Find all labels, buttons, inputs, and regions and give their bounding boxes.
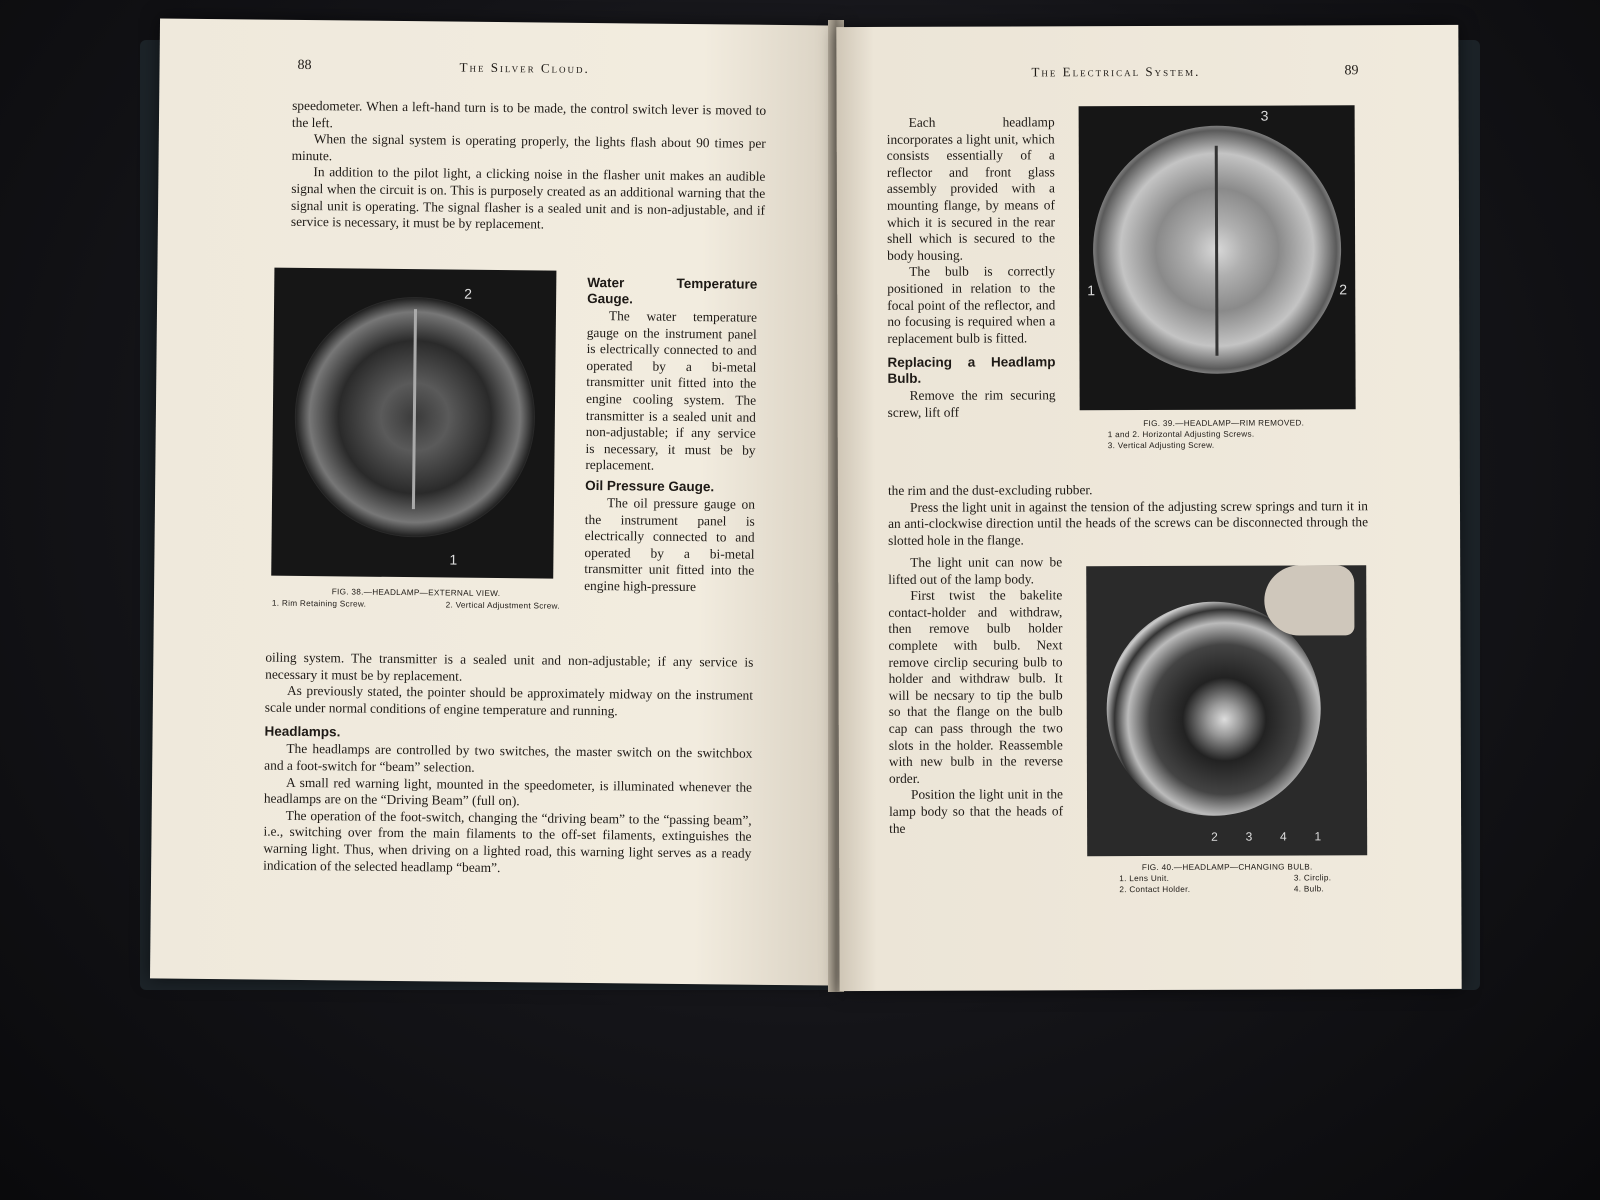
remove-rim-text-b: the rim and the dust-excluding rubber. bbox=[887, 482, 1093, 498]
oil-pressure-text-cont: oiling system. The transmitter is a sealed unit and non-adjustable; if any service is necessary it must be by replacement. bbox=[265, 649, 754, 684]
position-light-unit-text: Position the light unit in the lamp body so that the heads of the bbox=[889, 786, 1064, 836]
fig40-callout-1: 1 bbox=[1314, 829, 1322, 844]
light-unit-lifted-text: The light unit can now be lifted out of the lamp body. bbox=[888, 554, 1063, 587]
hand-image bbox=[1264, 565, 1354, 635]
replacing-text-block bbox=[888, 481, 1368, 549]
twist-contact-holder-text: First twist the bakelite contact-holder and withdraw, then remove bulb holder complete with bulb. Next remove circlip securing bulb to holder and withdraw bulb. It will be necsary to tip the bulb so that the flange on the bulb cap can pass through the two slots in the holder. Reassemble with new bulb in the reverse order. bbox=[888, 587, 1063, 786]
fig40-caption bbox=[1107, 861, 1347, 895]
fig40-callout-2: 2 bbox=[1211, 829, 1218, 844]
headlamp-intro-text: Each headlamp incorporates a light unit, which consists essentially of a reflector and front glass assembly provided with a mounting flange, by means of which it is secured in the rear shell which is secured to the body housing. bbox=[886, 114, 1056, 263]
headlamps-text-block bbox=[263, 650, 753, 879]
intro-text-block bbox=[291, 98, 766, 236]
fig39-callout-2: 2 bbox=[1339, 281, 1348, 298]
fig40-legend-4: 4. Bulb. bbox=[1293, 884, 1325, 894]
fig40-legend-1: 1. Lens Unit. bbox=[1119, 873, 1170, 884]
left-page-number: 88 bbox=[297, 57, 312, 74]
fig39-caption bbox=[1104, 417, 1344, 451]
bulb-position-text: The bulb is correctly positioned in relation to the focal point of the reflector, and no focusing is required when a replacement bulb is fitted. bbox=[887, 263, 1056, 346]
intro-para-2: When the signal system is operating properly, the lights flash about 90 times per minute. bbox=[291, 131, 766, 164]
oil-pressure-heading: Oil Pressure Gauge. bbox=[585, 477, 715, 495]
replacing-bulb-heading: Replacing a Headlamp Bulb. bbox=[887, 354, 1056, 387]
right-page-number: 89 bbox=[1344, 63, 1359, 79]
remove-rim-text-a: Remove the rim securing screw, lift off bbox=[887, 387, 1056, 420]
fig40-legend-3: 3. Circlip. bbox=[1293, 873, 1332, 883]
intro-para-3: In addition to the pilot light, a clicking noise in the flasher unit makes an audible signal when the circuit is on. This is purposely created as an additional warning that the signal unit is operating. The signal flasher is a sealed unit and is non-adjustable, and if service is necessary, it must be by replacement. bbox=[290, 164, 766, 232]
headlamps-para-3: The operation of the foot-switch, changing the “driving beam” to the “passing beam”, i.e., switching over from the main filaments to the off-set filaments, extinguishes the warning light. Thus, when driving on a lighted road, this warning light serves as a ready indication of the selected headlamp “beam”. bbox=[263, 807, 752, 875]
water-temperature-heading: Water Temperature Gauge. bbox=[587, 274, 758, 307]
fig39-legend-2: 3. Vertical Adjusting Screw. bbox=[1107, 440, 1215, 451]
headlamp-intro-column bbox=[887, 114, 1056, 421]
fig39-legend-1: 1 and 2. Horizontal Adjusting Screws. bbox=[1107, 429, 1255, 440]
fig38-callout-1: 1 bbox=[449, 551, 458, 568]
fig40-callout-3: 3 bbox=[1245, 829, 1253, 844]
fig39-photo bbox=[1079, 105, 1356, 410]
pointer-text: As previously stated, the pointer should be approximately midway on the instrument scale under normal conditions of engine temperature and running. bbox=[264, 683, 754, 719]
fig38-title: FIG. 38.—HEADLAMP—EXTERNAL VIEW. bbox=[331, 587, 501, 599]
fig38-legend-1: 1. Rim Retaining Screw. bbox=[271, 598, 367, 609]
fig38-callout-2: 2 bbox=[464, 285, 473, 302]
fig38-legend-2: 2. Vertical Adjustment Screw. bbox=[445, 600, 560, 611]
right-page bbox=[836, 25, 1461, 991]
oil-pressure-text: The oil pressure gauge on the instrument panel is electrically connected to and operated by a bi-metal transmitter unit fitted into the engine high-pressure bbox=[584, 495, 756, 595]
fig40-legend-2: 2. Contact Holder. bbox=[1119, 884, 1191, 895]
intro-para-1: speedometer. When a left-hand turn is to be made, the control switch lever is moved to the left. bbox=[291, 97, 767, 130]
fig40-callout-4: 4 bbox=[1279, 829, 1287, 844]
fig39-callout-1: 1 bbox=[1087, 282, 1096, 299]
press-light-unit-text: Press the light unit in against the tension of the adjusting screw springs and turn it in an anti-clockwise direction until the heads of the screws can be disconnected through the slotted hole in the flange. bbox=[888, 497, 1369, 548]
fig39-callout-3: 3 bbox=[1260, 107, 1269, 124]
fig39-title: FIG. 39.—HEADLAMP—RIM REMOVED. bbox=[1143, 418, 1305, 429]
right-running-head: The Electrical System. bbox=[1031, 63, 1201, 80]
left-page bbox=[150, 18, 840, 985]
fig38-caption bbox=[266, 586, 566, 612]
fig40-title: FIG. 40.—HEADLAMP—CHANGING BULB. bbox=[1141, 862, 1313, 873]
water-temperature-text: The water temperature gauge on the instrument panel is electrically connected to and operated by a bi-metal transmitter unit fitted into the engine cooling system. The transmitter is a sealed unit and non-adjustable; if any service is necessary, it must be by replacement. bbox=[585, 308, 758, 474]
left-running-head: The Silver Cloud. bbox=[459, 59, 590, 76]
bulb-change-column bbox=[888, 554, 1063, 837]
fig38-photo bbox=[271, 268, 556, 579]
fig40-photo bbox=[1086, 565, 1367, 856]
headlamps-heading: Headlamps. bbox=[264, 723, 341, 740]
fig40-callouts bbox=[1211, 829, 1321, 843]
gauge-column bbox=[584, 271, 757, 596]
headlamps-para-1: The headlamps are controlled by two switches, the master switch on the switchbox and a foot-switch for “beam” selection. bbox=[264, 741, 753, 775]
headlamps-para-2: A small red warning light, mounted in the speedometer, is illuminated whenever the headlamps are on the “Driving Beam” (full on). bbox=[263, 774, 753, 809]
